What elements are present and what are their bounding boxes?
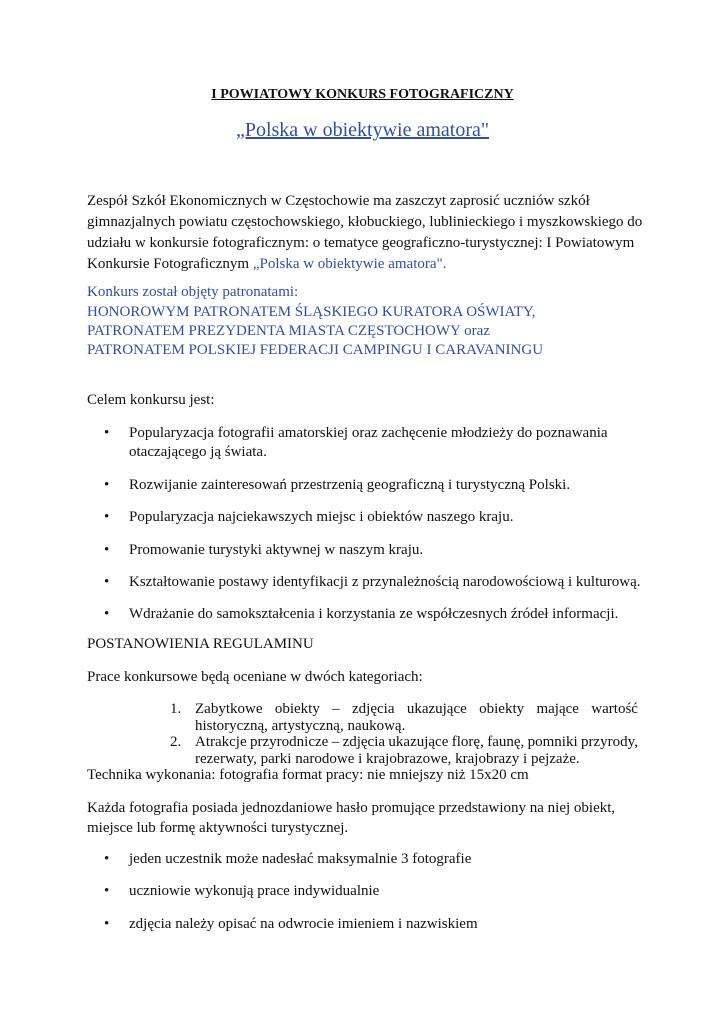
goal-item-4: Promowanie turystyki aktywnej w naszym kraju. [129, 542, 424, 558]
bullet-icon: • [104, 425, 110, 441]
category-2-line-1 [195, 734, 638, 751]
goal-item-1-line-2: otaczającego ją świata. [129, 444, 267, 460]
category-1-line-1 [195, 701, 638, 718]
bullet-icon: • [104, 509, 110, 525]
goals-intro: Celem konkursu jest: [87, 392, 215, 408]
word: obiekty [274, 701, 320, 717]
intro-contest-name: „Polska w obiektywie amatora". [252, 256, 447, 272]
condition-item-3: zdjęcia należy opisać na odwrocie imieniem i nazwiskiem [129, 916, 478, 932]
goal-item-2: Rozwijanie zainteresowań przestrzenią geograficzną i turystyczną Polski. [129, 477, 571, 493]
technique-line: Technika wykonania: fotografia format pracy: nie mniejszy niż 15x20 cm [87, 767, 529, 783]
category-2-number: 2. [170, 734, 182, 750]
categories-intro: Prace konkursowe będą oceniane w dwóch kategoriach: [87, 669, 423, 685]
page-subtitle: „Polska w obiektywie amatora" [235, 119, 490, 141]
word: pomniki [527, 734, 578, 750]
intro-line-3: udziału w konkursie fotograficznym: o tematyce geograficzno-turystycznej: I Powiatowym [87, 235, 635, 251]
word: zdjęcia [352, 701, 395, 717]
word: Zabytkowe [195, 701, 263, 717]
patronage-line-3: PATRONATEM POLSKIEJ FEDERACJI CAMPINGU I CARAVANINGU [87, 342, 544, 358]
bullet-icon: • [104, 574, 110, 590]
goal-item-6: Wdrażanie do samokształcenia i korzystania ze współczesnych źródeł informacji. [129, 606, 619, 622]
intro-line-2: gimnazjalnych powiatu częstochowskiego, kłobuckiego, lublinieckiego i myszkowskiego do [87, 214, 643, 230]
intro-line-4-prefix: Konkursie Fotograficznym [87, 256, 253, 272]
goal-item-1-line-1: Popularyzacja fotografii amatorskiej oraz zachęcenie młodzieży do poznawania [129, 425, 608, 441]
goal-item-3: Popularyzacja najciekawszych miejsc i obiektów naszego kraju. [129, 509, 514, 525]
word: zdjęcia [342, 734, 386, 750]
rules-heading: POSTANOWIENIA REGULAMINU [87, 636, 314, 652]
page-title: I POWIATOWY KONKURS FOTOGRAFICZNY [211, 87, 514, 102]
intro-line-4 [87, 256, 446, 273]
condition-item-2: uczniowie wykonują prace indywidualnie [129, 883, 380, 899]
category-2-line-2: rezerwaty, parki narodowe i krajobrazowe, krajobrazy i pejzaże. [195, 751, 580, 767]
condition-item-1: jeden uczestnik może nadesłać maksymalnie 3 fotografie [129, 851, 472, 867]
word: mające [536, 701, 579, 717]
category-1-number: 1. [170, 701, 182, 717]
bullet-icon: • [104, 477, 110, 493]
password-line-2: miejsce lub formę aktywności turystycznej. [87, 820, 349, 836]
word: wartość [591, 701, 638, 717]
goal-item-5: Kształtowanie postawy identyfikacji z przynależnością narodowościową i kulturową. [129, 574, 641, 590]
word: Atrakcje [195, 734, 247, 750]
word: – [331, 734, 340, 750]
word: obiekty [479, 701, 525, 717]
password-line-1: Każda fotografia posiada jednozdaniowe hasło promujące przedstawiony na niej obiekt, [87, 800, 616, 816]
word: florę, [451, 734, 484, 750]
patronage-line-2: PATRONATEM PREZYDENTA MIASTA CZĘSTOCHOWY oraz [87, 323, 490, 339]
bullet-icon: • [104, 606, 110, 622]
word: przyrody, [581, 734, 638, 750]
word: faunę, [487, 734, 525, 750]
patronage-intro: Konkurs został objęty patronatami: [87, 284, 299, 300]
bullet-icon: • [104, 851, 110, 867]
word: ukazujące [388, 734, 449, 750]
intro-line-1: Zespół Szkół Ekonomicznych w Częstochowie ma zaszczyt zaprosić uczniów szkół [87, 193, 590, 209]
category-1-line-2: historyczną, artystyczną, naukową. [195, 718, 406, 734]
patronage-line-1: HONOROWYM PATRONATEM ŚLĄSKIEGO KURATORA OŚWIATY, [87, 304, 536, 320]
word: przyrodnicze [250, 734, 329, 750]
word: ukazujące [406, 701, 467, 717]
bullet-icon: • [104, 916, 110, 932]
bullet-icon: • [104, 542, 110, 558]
word: – [332, 701, 340, 717]
bullet-icon: • [104, 883, 110, 899]
